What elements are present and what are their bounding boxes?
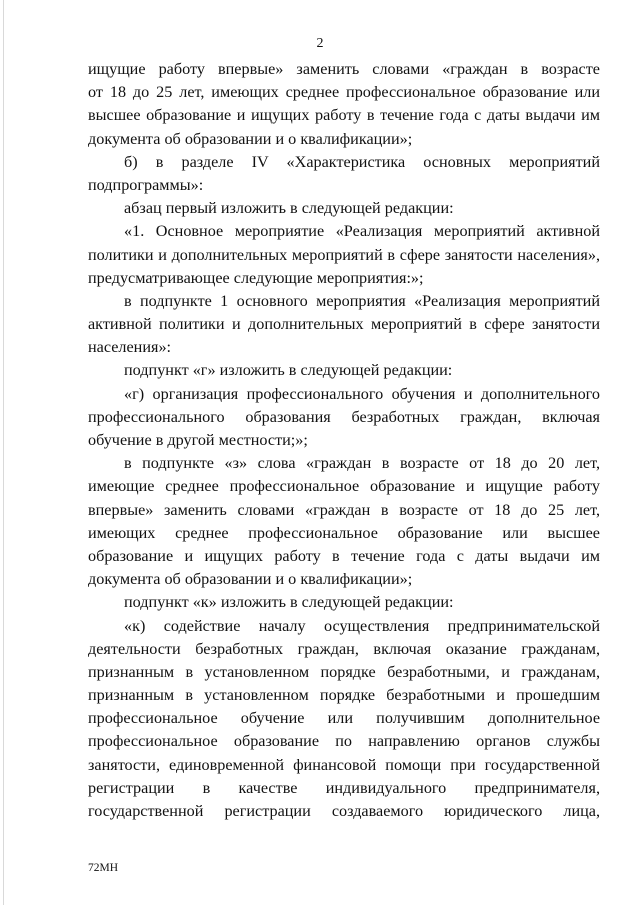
- text-line: от 18 до 25 лет, имеющих среднее профессиональное образование или: [88, 83, 600, 102]
- text-line: документа об образовании и о квалификации»;: [88, 129, 413, 148]
- text-line: обучение в другой местности;»;: [88, 431, 308, 449]
- text-line: «г) организация профессионального обучения и дополнительного: [124, 384, 600, 403]
- document-code: 72МН: [88, 862, 119, 874]
- text-line: абзац первый изложить в следующей редакции:: [124, 199, 454, 218]
- text-line: впервые» заменить словами «граждан в возрасте от 18 до 25 лет,: [88, 500, 600, 519]
- text-line: ищущие работу впервые» заменить словами «граждан в возрасте: [88, 60, 600, 78]
- text-line: профессионального образования безработных граждан, включая: [88, 407, 600, 426]
- text-line: документа об образовании и о квалификации»;: [88, 570, 413, 589]
- text-line: населения»:: [88, 338, 172, 357]
- document-body: [88, 58, 600, 823]
- text-line: деятельности безработных граждан, включая оказание гражданам,: [88, 639, 600, 658]
- text-line: государственной регистрации создаваемого юридического лица,: [88, 802, 600, 820]
- text-line: в подпункте «з» слова «граждан в возрасте от 18 до 20 лет,: [124, 454, 600, 473]
- text-line: высшее образование и ищущих работу в течение года с даты выдачи им: [88, 106, 600, 125]
- text-line: активной политики и дополнительных мероприятий в сфере занятости: [88, 315, 600, 334]
- text-line: профессиональное обучение или получившим дополнительное: [88, 709, 600, 728]
- text-line: занятости, единовременной финансовой помощи при государственной: [88, 755, 600, 774]
- text-line: подпрограммы»:: [88, 175, 204, 194]
- text-line: образование и ищущих работу в течение года с даты выдачи им: [88, 546, 600, 565]
- text-line: подпункт «к» изложить в следующей редакции:: [124, 593, 454, 612]
- text-line: признанным в установленном порядке безработными и прошедшим: [88, 686, 600, 705]
- text-line: подпункт «г» изложить в следующей редакции:: [124, 361, 453, 380]
- text-line: предусматривающее следующие мероприятия:»;: [88, 268, 424, 287]
- text-line: профессиональное образование по направлению органов службы: [88, 732, 600, 751]
- text-line: «к) содействие началу осуществления предпринимательской: [124, 616, 600, 635]
- page-number: 2: [316, 36, 324, 51]
- text-line: регистрации в качестве индивидуального предпринимателя,: [88, 778, 600, 797]
- text-line: имеющие среднее профессиональное образование и ищущие работу: [88, 477, 600, 496]
- text-line: признанным в установленном порядке безработными, и гражданам,: [88, 662, 600, 681]
- text-line: в подпункте 1 основного мероприятия «Реализация мероприятий: [124, 291, 600, 310]
- text-line: имеющих среднее профессиональное образование или высшее: [88, 523, 600, 542]
- text-line: б) в разделе IV «Характеристика основных мероприятий: [124, 152, 600, 171]
- text-line: «1. Основное мероприятие «Реализация мероприятий активной: [124, 222, 600, 241]
- text-line: политики и дополнительных мероприятий в сфере занятости населения»,: [88, 245, 600, 264]
- scan-edge-line: [3, 0, 4, 905]
